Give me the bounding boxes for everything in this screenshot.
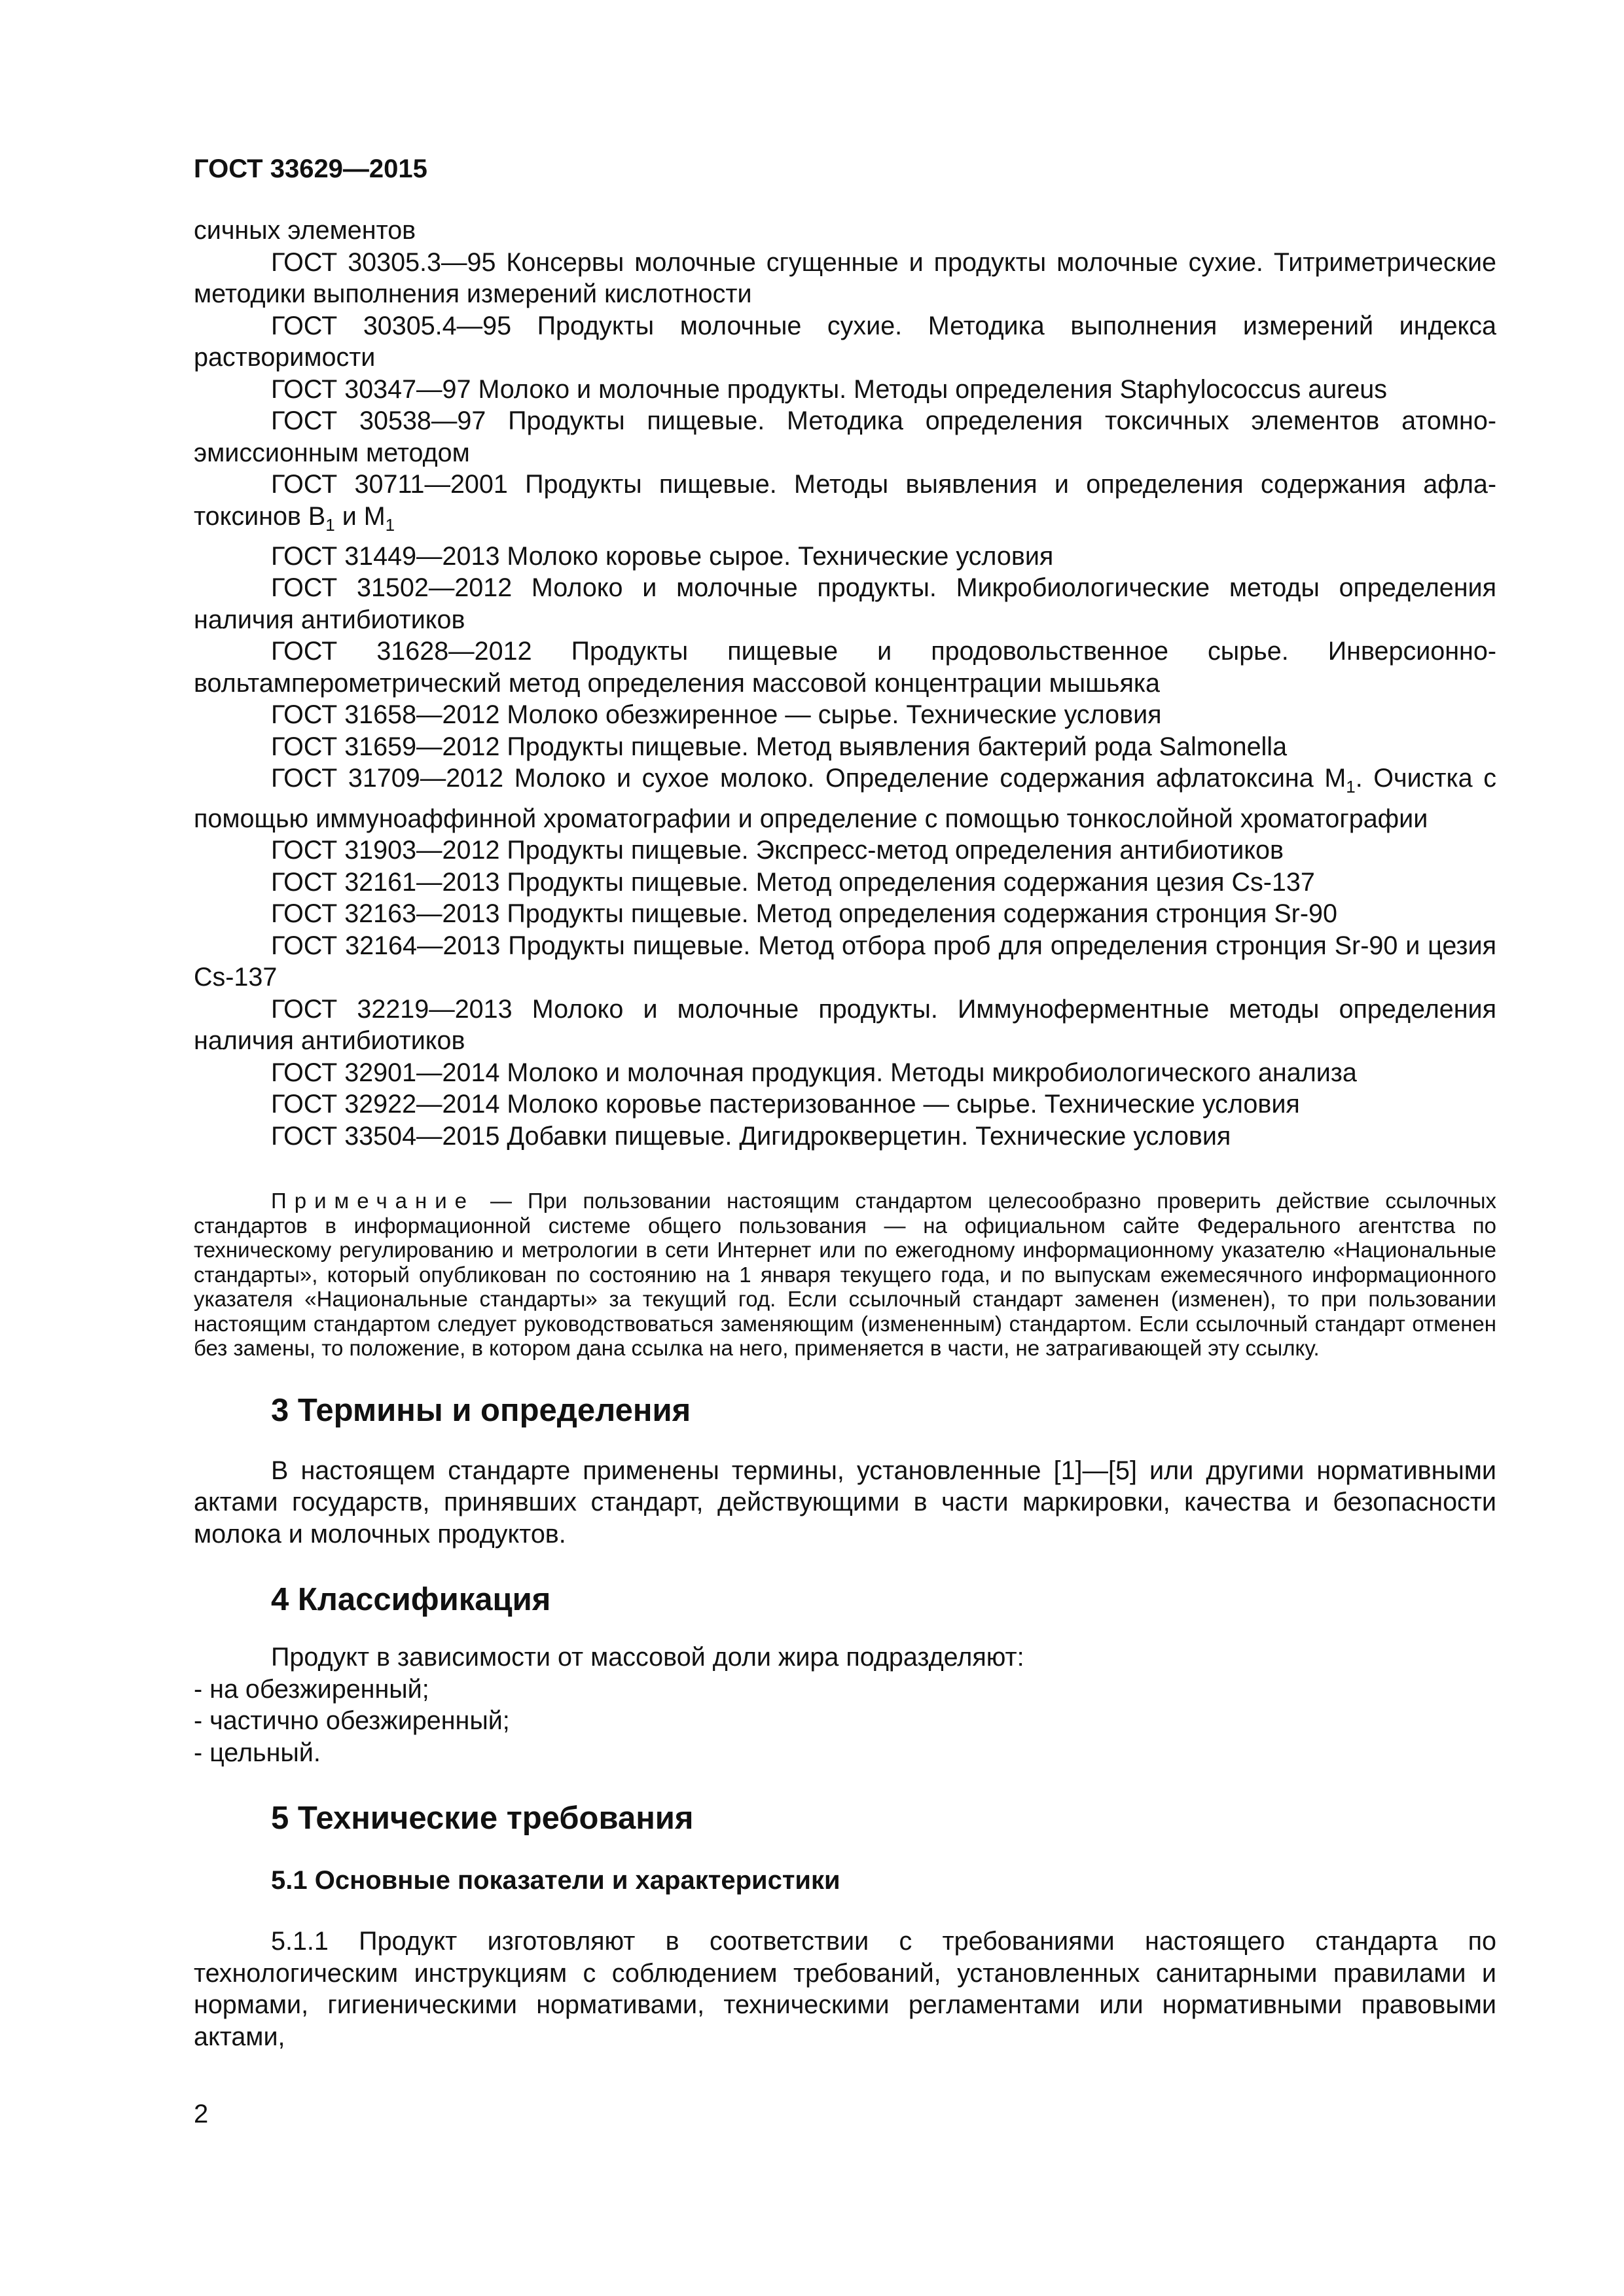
standard-id-header: ГОСТ 33629—2015 bbox=[194, 154, 427, 183]
reference-item: ГОСТ 31659—2012 Продукты пищевые. Метод выявления бактерий рода Salmonella bbox=[271, 732, 1288, 761]
reference-item: ГОСТ 31903—2012 Продукты пищевые. Экспресс-метод определения антибиотиков bbox=[271, 836, 1284, 865]
note-text: — При пользовании настоящим стандартом целесообразно проверить действие ссылочных стандартов в информационной системе общего пользования — на официальном сайте Федерального агентства по техническому регулированию и метрологии в сети Интернет или по ежегодному информационному указателю «Национальные стандарты», который опубликован по состоянию на 1 января текущего года, и по выпускам ежемесячного информационного указателя «Национальные стандарты» за текущий год. Если ссылочный стандарт заменен (изменен), то при пользовании настоящим стандартом следует руководствоваться заменяющим (измененным) стандартом. Если ссылочный стандарт отменен без замены, то положение, в котором дана ссылка на него, применяется в части, не затрагивающей эту ссылку. bbox=[194, 1189, 1496, 1361]
reference-item: ГОСТ 31502—2012 Молоко и молочные продукты. Микробиологические методы определения наличия антибиотиков bbox=[194, 573, 1496, 634]
subsection-5-1-title: 5.1 Основные показатели и характеристики bbox=[271, 1866, 840, 1895]
reference-item: ГОСТ 31628—2012 Продукты пищевые и продовольственное сырье. Инверсионно-вольтамперометрический метод определения массовой концентрации мышьяка bbox=[194, 637, 1496, 698]
page-body bbox=[194, 215, 1496, 2053]
clause-5-1-1: 5.1.1 Продукт изготовляют в соответствии с требованиями настоящего стандарта по технологическим инструкциям с соблюдением требований, установленных санитарными правилами и нормами, гигиеническими нормативами, техническими регламентами или нормативными правовыми актами, bbox=[194, 1927, 1496, 2051]
section-4-intro: Продукт в зависимости от массовой доли жира подразделяют: bbox=[271, 1643, 1024, 1672]
section-3-text: В настоящем стандарте применены термины, установленные [1]—[5] или другими нормативными актами государств, принявших стандарт, действующими в части маркировки, качества и безопасности молока и молочных продуктов. bbox=[194, 1456, 1496, 1549]
section-4-title: 4 Классификация bbox=[271, 1582, 551, 1618]
reference-item: ГОСТ 32901—2014 Молоко и молочная продукция. Методы микробиологического анализа bbox=[271, 1058, 1357, 1087]
reference-item: ГОСТ 31658—2012 Молоко обезжиренное — сырье. Технические условия bbox=[271, 700, 1162, 730]
reference-item-aflatoxin-m1: ГОСТ 31709—2012 Молоко и сухое молоко. Определение содержания афлатоксина $M_1$. Очистка с помощью иммуноаффинной хроматографии и определение с помощью тонкослойной хроматографии bbox=[194, 764, 1497, 833]
page-number: 2 bbox=[194, 2100, 209, 2128]
classification-item: - частично обезжиренный; bbox=[194, 1706, 510, 1736]
reference-item: ГОСТ 33504—2015 Добавки пищевые. Дигидрокверцетин. Технические условия bbox=[271, 1121, 1231, 1151]
note-label: Примечание bbox=[271, 1189, 475, 1213]
reference-continuation: сичных элементов bbox=[194, 216, 416, 245]
reference-item: ГОСТ 32164—2013 Продукты пищевые. Метод отбора проб для определения стронция Sr-90 и цезия Cs-137 bbox=[194, 931, 1496, 992]
section-3-title: 3 Термины и определения bbox=[271, 1392, 691, 1428]
reference-item: ГОСТ 30305.4—95 Продукты молочные сухие. Методика выполнения измерений индекса растворимости bbox=[194, 311, 1496, 372]
reference-item: ГОСТ 30347—97 Молоко и молочные продукты. Методы определения Staphylococcus aureus bbox=[271, 374, 1388, 404]
reference-item-aflatoxins: ГОСТ 30711—2001 Продукты пищевые. Методы выявления и определения содержания афла-токсинов $B_1$ и $M_1$ bbox=[194, 470, 1496, 535]
reference-item: ГОСТ 31449—2013 Молоко коровье сырое. Технические условия bbox=[271, 541, 1054, 571]
reference-item: ГОСТ 32922—2014 Молоко коровье пастеризованное — сырье. Технические условия bbox=[271, 1090, 1300, 1119]
note-paragraph bbox=[194, 1189, 1496, 1361]
reference-item: ГОСТ 30538—97 Продукты пищевые. Методика определения токсичных элементов атомно-эмиссионным методом bbox=[194, 406, 1496, 467]
reference-item: ГОСТ 32163—2013 Продукты пищевые. Метод определения содержания стронция Sr-90 bbox=[271, 899, 1337, 929]
classification-item: - на обезжиренный; bbox=[194, 1674, 429, 1704]
reference-text: ГОСТ 31709—2012 Молоко и сухое молоко. Определение содержания афлатоксина bbox=[271, 764, 1314, 793]
reference-item: ГОСТ 32219—2013 Молоко и молочные продукты. Иммуноферментные методы определения наличия антибиотиков bbox=[194, 994, 1496, 1056]
section-5-title: 5 Технические требования bbox=[271, 1801, 694, 1837]
reference-item: ГОСТ 32161—2013 Продукты пищевые. Метод определения содержания цезия Cs-137 bbox=[271, 867, 1315, 897]
reference-text: ГОСТ 30711—2001 Продукты пищевые. Методы выявления и определения содержания афла-токсинов bbox=[194, 470, 1496, 531]
classification-item: - цельный. bbox=[194, 1738, 321, 1767]
reference-item: ГОСТ 30305.3—95 Консервы молочные сгущенные и продукты молочные сухие. Титриметрические методики выполнения измерений кислотности bbox=[194, 247, 1496, 308]
